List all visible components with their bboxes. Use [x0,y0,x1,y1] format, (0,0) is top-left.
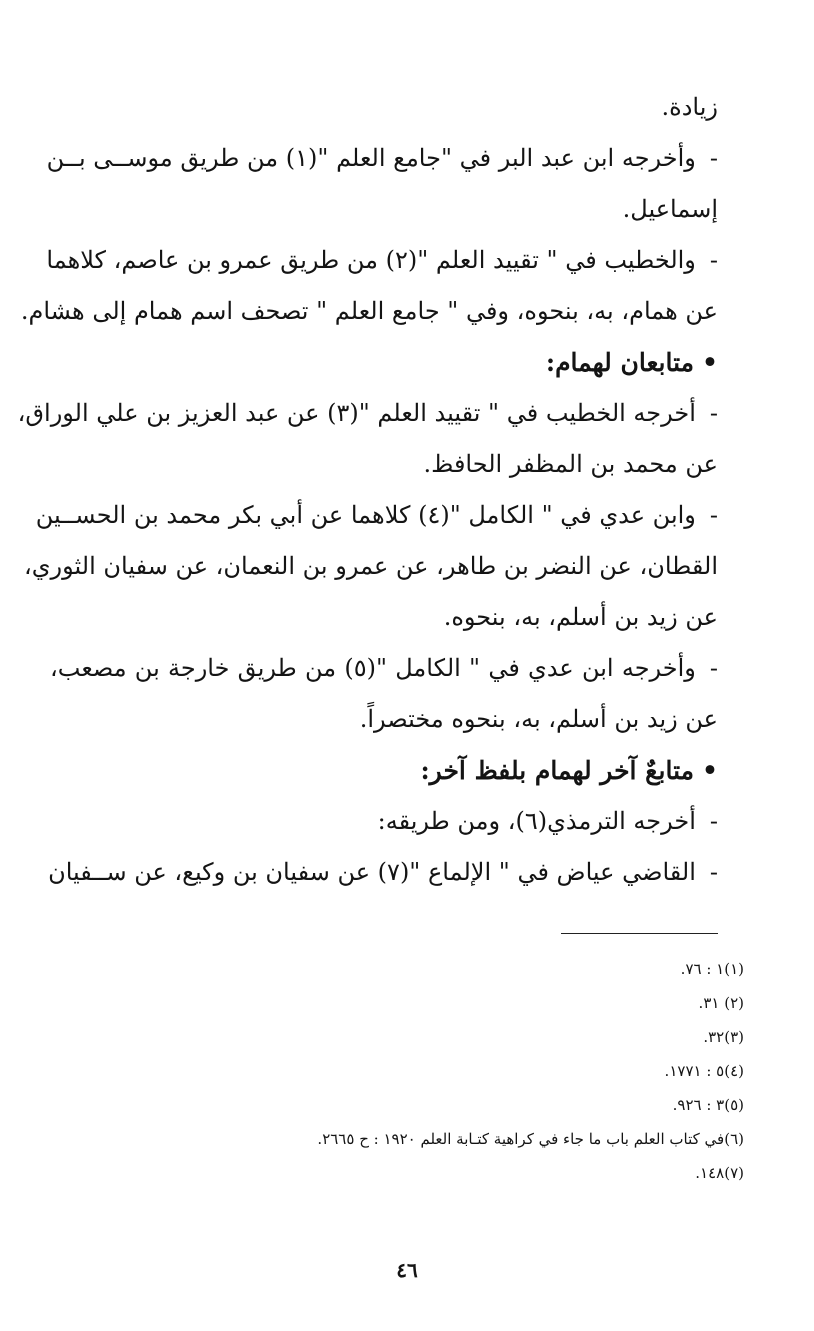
text-line: إسماعيل. [622,195,718,223]
text-line: -وأخرجه ابن عدي في " الكامل "(٥) من طريق خارجة بن مصعب، [50,643,718,694]
section-heading: •متابعان لهمام: [50,337,718,388]
text-line: القطان، عن النضر بن طاهر، عن عمرو بن النعمان، عن سفيان الثوري، [24,552,718,580]
footnote: (٣)٣٢. [703,1028,744,1046]
text-line: -والخطيب في " تقييد العلم "(٢) من طريق عمرو بن عاصم، كلاهما [50,235,718,286]
text-line: -أخرجه الخطيب في " تقييد العلم "(٣) عن عبد العزيز بن علي الوراق، [50,388,718,439]
footnote: (١)١ : ٧٦. [680,960,744,978]
section-heading: •متابعٌ آخر لهمام بلفظ آخر: [50,745,718,796]
dash-marker: - [709,399,718,427]
text-line: عن محمد بن المظفر الحافظ. [423,450,718,478]
text-line: -وابن عدي في " الكامل "(٤) كلاهما عن أبي بكر محمد بن الحســين [50,490,718,541]
text-line: زيادة. [661,93,718,121]
text-line: عن همام، به، بنحوه، وفي " جامع العلم " تصحف اسم همام إلى هشام. [20,297,718,325]
dash-marker: - [709,654,718,682]
bullet-icon: • [702,348,718,377]
footnote: (٦)في كتاب العلم باب ما جاء في كراهية كتـابة العلم ١٩٢٠ : ح ٢٦٦٥. [317,1130,744,1148]
text-line: -أخرجه الترمذي(٦)، ومن طريقه: [50,796,718,847]
footnote: (٢) ٣١. [698,994,744,1012]
text-line: -القاضي عياض في " الإلماع "(٧) عن سفيان بن وكيع، عن ســفيان [50,847,718,898]
footnote: (٤)٥ : ١٧٧١. [664,1062,744,1080]
page-number: ٤٦ [396,1258,418,1282]
footnote-separator [561,933,718,934]
footnote: (٥)٣ : ٩٢٦. [672,1096,744,1114]
dash-marker: - [709,246,718,274]
text-line: عن زيد بن أسلم، به، بنحوه. [443,603,718,631]
text-line: عن زيد بن أسلم، به، بنحوه مختصراً. [359,705,718,733]
bullet-icon: • [702,756,718,785]
dash-marker: - [709,858,718,886]
footnote: (٧)١٤٨. [695,1164,744,1182]
main-text [17,82,718,898]
dash-marker: - [709,144,718,172]
text-line: -وأخرجه ابن عبد البر في "جامع العلم "(١) من طريق موســى بــن [50,133,718,184]
dash-marker: - [709,501,718,529]
dash-marker: - [709,807,718,835]
footnotes [50,952,744,1190]
